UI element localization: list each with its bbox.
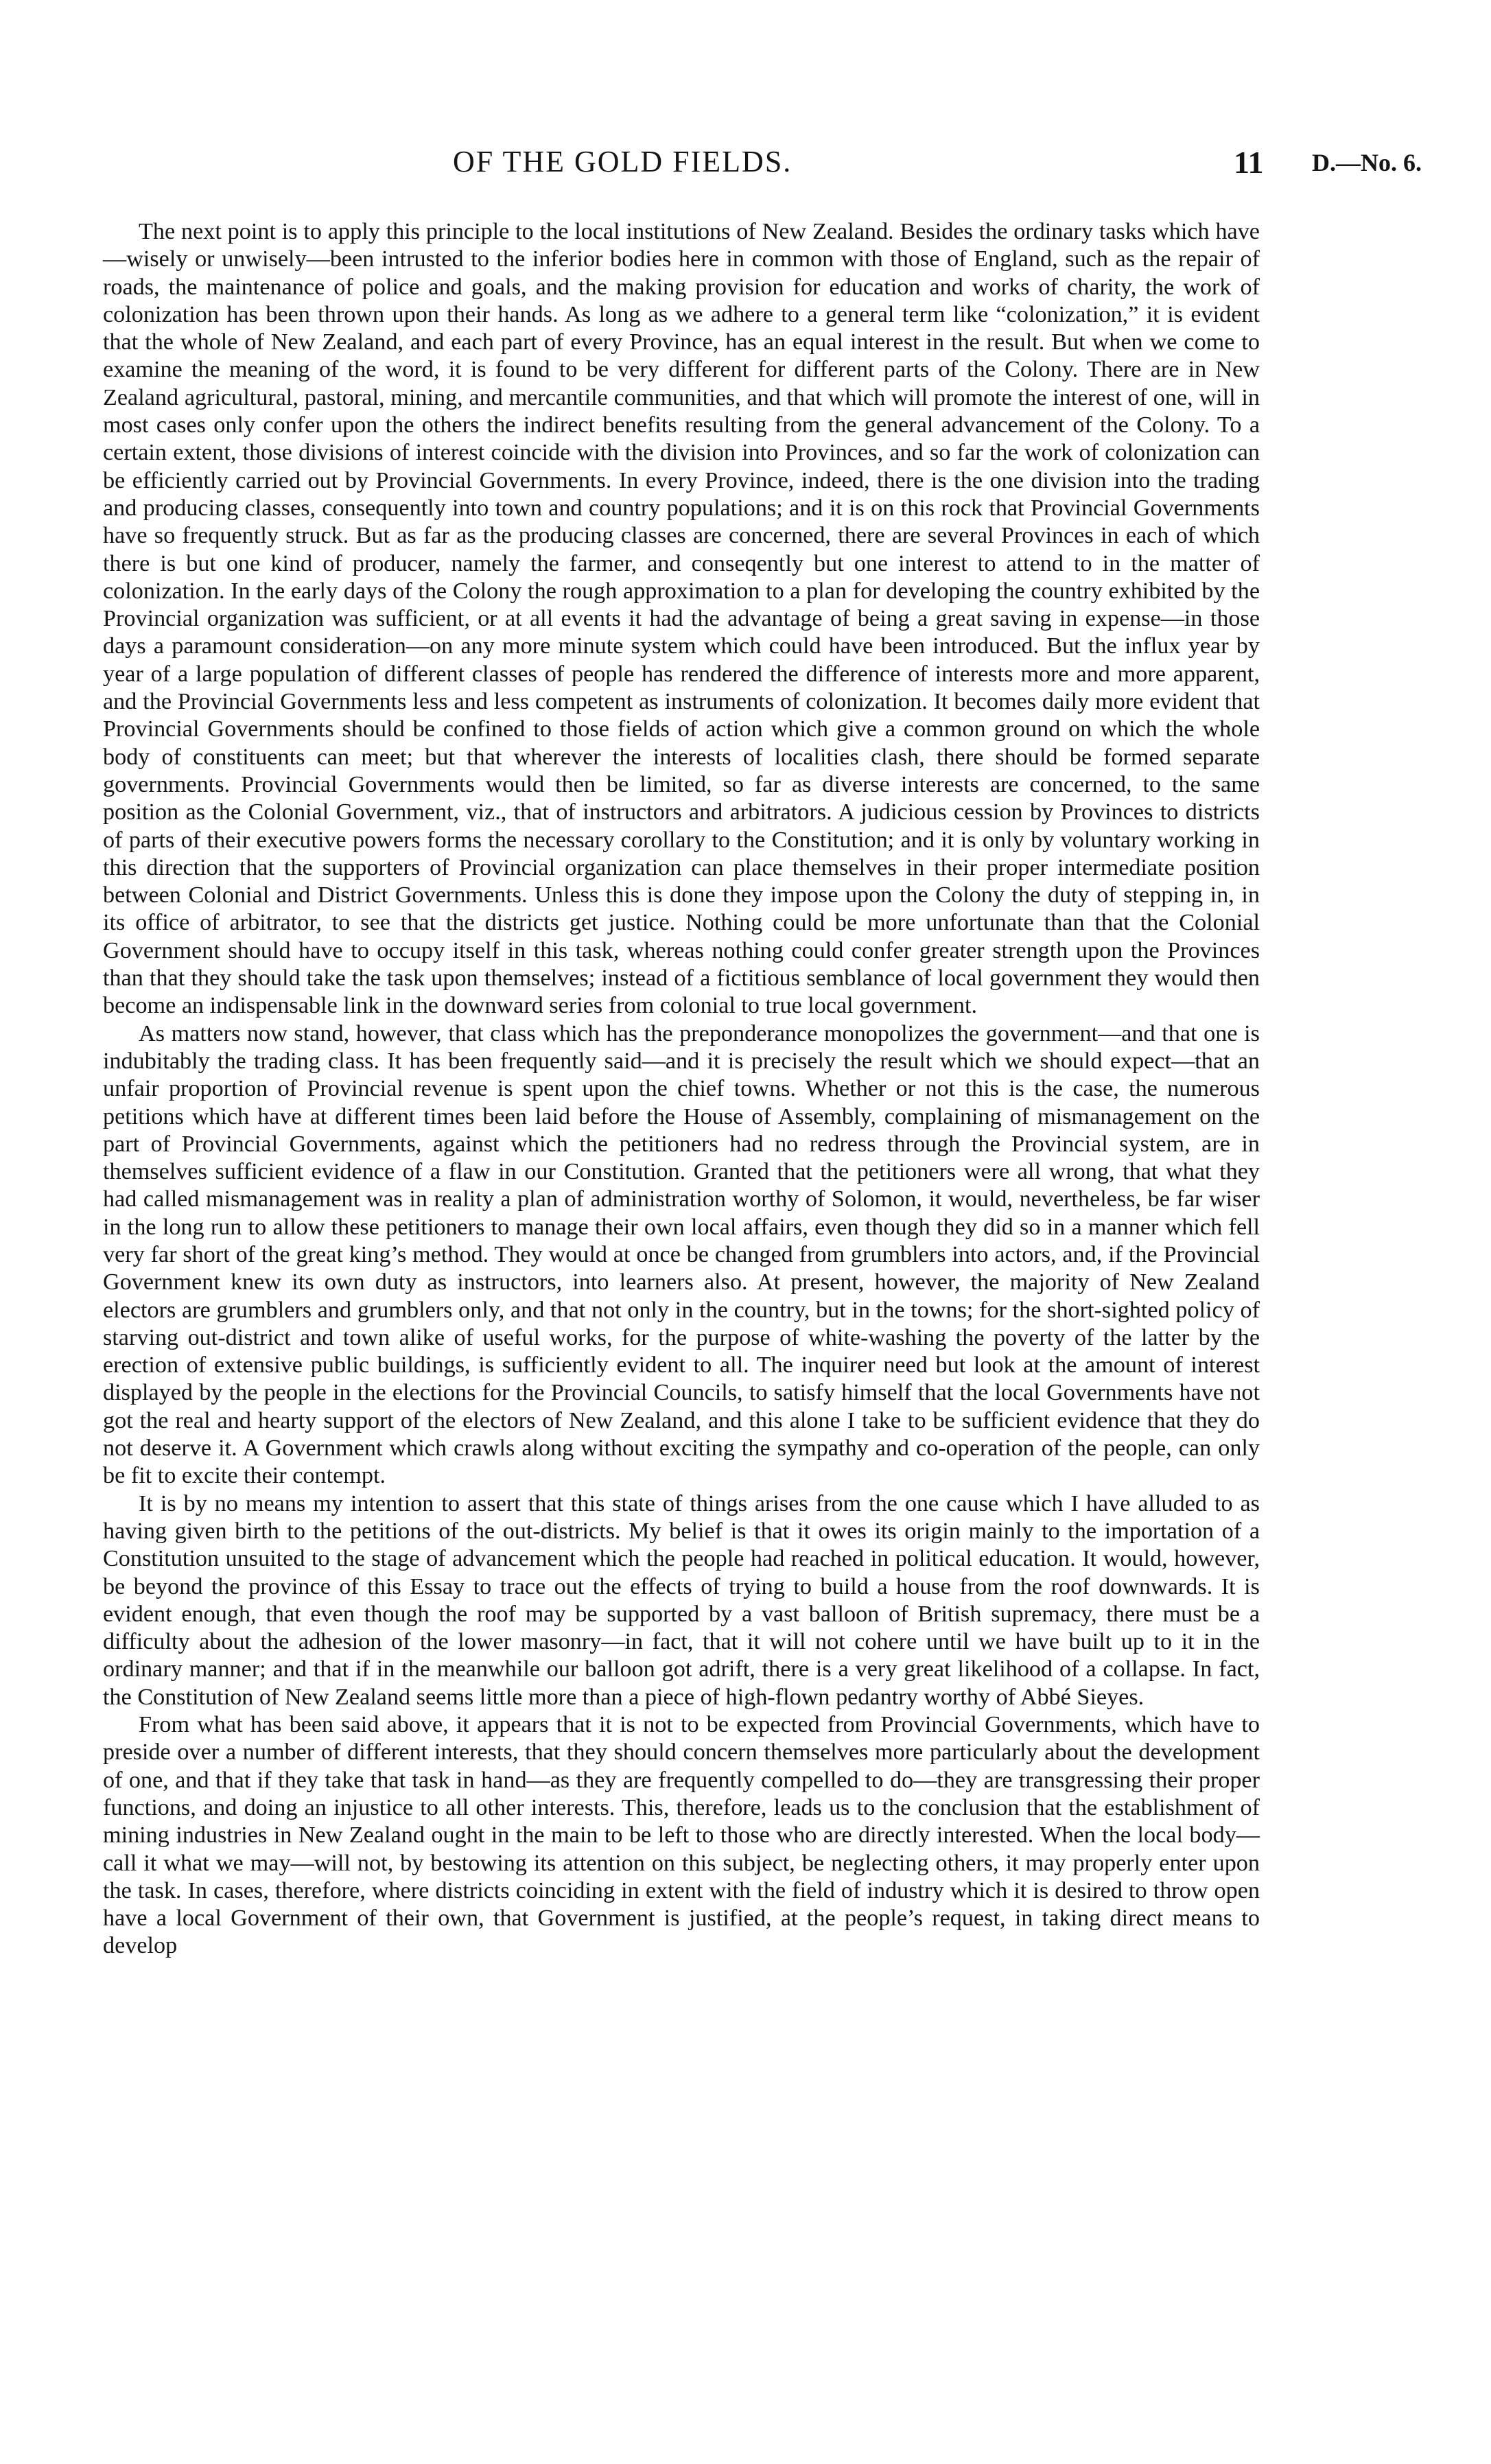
paragraph: From what has been said above, it appears that it is not to be expected from Provincial Governments, which have to preside over a number of different interests, that they should concern themselves more particularly about the development of one, and that if they take that task in hand—as they are frequently compelled to do—they are transgressing their proper functions, and doing an injustice to all other interests. This, therefore, leads us to the conclusion that the establishment of mining industries in New Zealand ought in the main to be left to those who are directly interested. When the local body—call it what we may—will not, by bestowing its attention on this subject, be neglecting others, it may properly enter upon the task. In cases, therefore, where districts coinciding in extent with the field of industry which it is desired to throw open have a local Government of their own, that Government is justified, at the people’s request, in taking direct means to develop xyxy=(103,1712,1260,1959)
page-header xyxy=(0,144,1491,192)
page-number: 11 xyxy=(1234,145,1264,180)
paragraph: The next point is to apply this principle to the local institutions of New Zealand. Besides the ordinary tasks which have—wisely or unwisely—been intrusted to the inferior bodies here in common with those of England, such as the repair of roads, the maintenance of police and goals, and the making provision for education and works of charity, the work of colonization has been thrown upon their hands. As long as we adhere to a general term like “colonization,” it is evident that the whole of New Zealand, and each part of every Province, has an equal interest in the result. But when we come to examine the meaning of the word, it is found to be very different for different parts of the Colony. There are in New Zealand agricultural, pastoral, mining, and mercantile communities, and that which will promote the interest of one, will in most cases only confer upon the others the indirect benefits resulting from the general advancement of the Colony. To a certain extent, those divisions of interest coincide with the division into Provinces, and so far the work of colonization can be efficiently carried out by Provincial Governments. In every Province, indeed, there is the one division into the trading and producing classes, consequently into town and country populations; and it is on this rock that Provincial Governments have so frequently struck. But as far as the producing classes are concerned, there are several Provinces in each of which there is but one kind of producer, namely the farmer, and conseqently but one interest to attend to in the matter of colonization. In the early days of the Colony the rough approximation to a plan for developing the country exhibited by the Provincial organization was sufficient, or at all events it had the advantage of being a great saving in expense—in those days a paramount consideration—on any more minute system which could have been introduced. But the influx year by year of a large population of different classes of people has rendered the difference of interests more and more apparent, and the Provincial Governments less and less competent as instruments of colonization. It becomes daily more evident that Provincial Governments should be confined to those fields of action which give a common ground on which the whole body of constituents can meet; but that wherever the interests of localities clash, there should be formed separate governments. Provincial Governments would then be limited, so far as diverse interests are concerned, to the same position as the Colonial Government, viz., that of instructors and arbitrators. A judicious cession by Provinces to districts of parts of their executive powers forms the necessary corollary to the Constitution; and it is only by voluntary working in this direction that the supporters of Provincial organization can place themselves in their proper intermediate position between Colonial and District Governments. Unless this is done they impose upon the Colony the duty of stepping in, in its office of arbitrator, to see that the districts get justice. Nothing could be more unfortunate than that the Colonial Government should have to occupy itself in this task, whereas nothing could confer greater strength upon the Provinces than that they should take the task upon themselves; instead of a fictitious semblance of local government they would then become an indispensable link in the downward series from colonial to true local government. xyxy=(103,219,1260,1019)
document-reference: D.—No. 6. xyxy=(1312,149,1422,176)
paragraph: It is by no means my intention to assert that this state of things arises from the one cause which I have alluded to as having given birth to the petitions of the out-districts. My belief is that it owes its origin mainly to the importation of a Constitution unsuited to the stage of advancement which the people had reached in political education. It would, however, be beyond the province of this Essay to trace out the effects of trying to build a house from the roof downwards. It is evident enough, that even though the roof may be supported by a vast balloon of British supremacy, there must be a difficulty about the adhesion of the lower masonry—in fact, that it will not cohere until we have built up to it in the ordinary manner; and that if in the meanwhile our balloon got adrift, there is a very great likelihood of a collapse. In fact, the Constitution of New Zealand seems little more than a piece of high-flown pedantry worthy of Abbé Sieyes. xyxy=(103,1490,1260,1710)
body-text xyxy=(103,218,1260,1960)
running-title: OF THE GOLD FIELDS. xyxy=(453,145,793,178)
paragraph: As matters now stand, however, that class which has the preponderance monopolizes the government—and that one is indubitably the trading class. It has been frequently said—and it is precisely the result which we should expect—that an unfair proportion of Provincial revenue is spent upon the chief towns. Whether or not this is the case, the numerous petitions which have at different times been laid before the House of Assembly, complaining of mismanagement on the part of Provincial Governments, against which the petitioners had no redress through the Provincial system, are in themselves sufficient evidence of a flaw in our Constitution. Granted that the petitioners were all wrong, that what they had called mismanagement was in reality a plan of administration worthy of Solomon, it would, nevertheless, be far wiser in the long run to allow these petitioners to manage their own local affairs, even though they did so in a manner which fell very far short of the great king’s method. They would at once be changed from grumblers into actors, and, if the Provincial Government knew its own duty as instructors, into learners also. At present, however, the majority of New Zealand electors are grumblers and grumblers only, and that not only in the country, but in the towns; for the short-sighted policy of starving out-district and town alike of useful works, for the purpose of white-washing the poverty of the latter by the erection of extensive public buildings, is sufficiently evident to all. The inquirer need but look at the amount of interest displayed by the people in the elections for the Provincial Councils, to satisfy himself that the local Governments have not got the real and hearty support of the electors of New Zealand, and this alone I take to be sufficient evidence that they do not deserve it. A Government which crawls along without exciting the sympathy and co-operation of the people, can only be fit to excite their contempt. xyxy=(103,1020,1260,1489)
